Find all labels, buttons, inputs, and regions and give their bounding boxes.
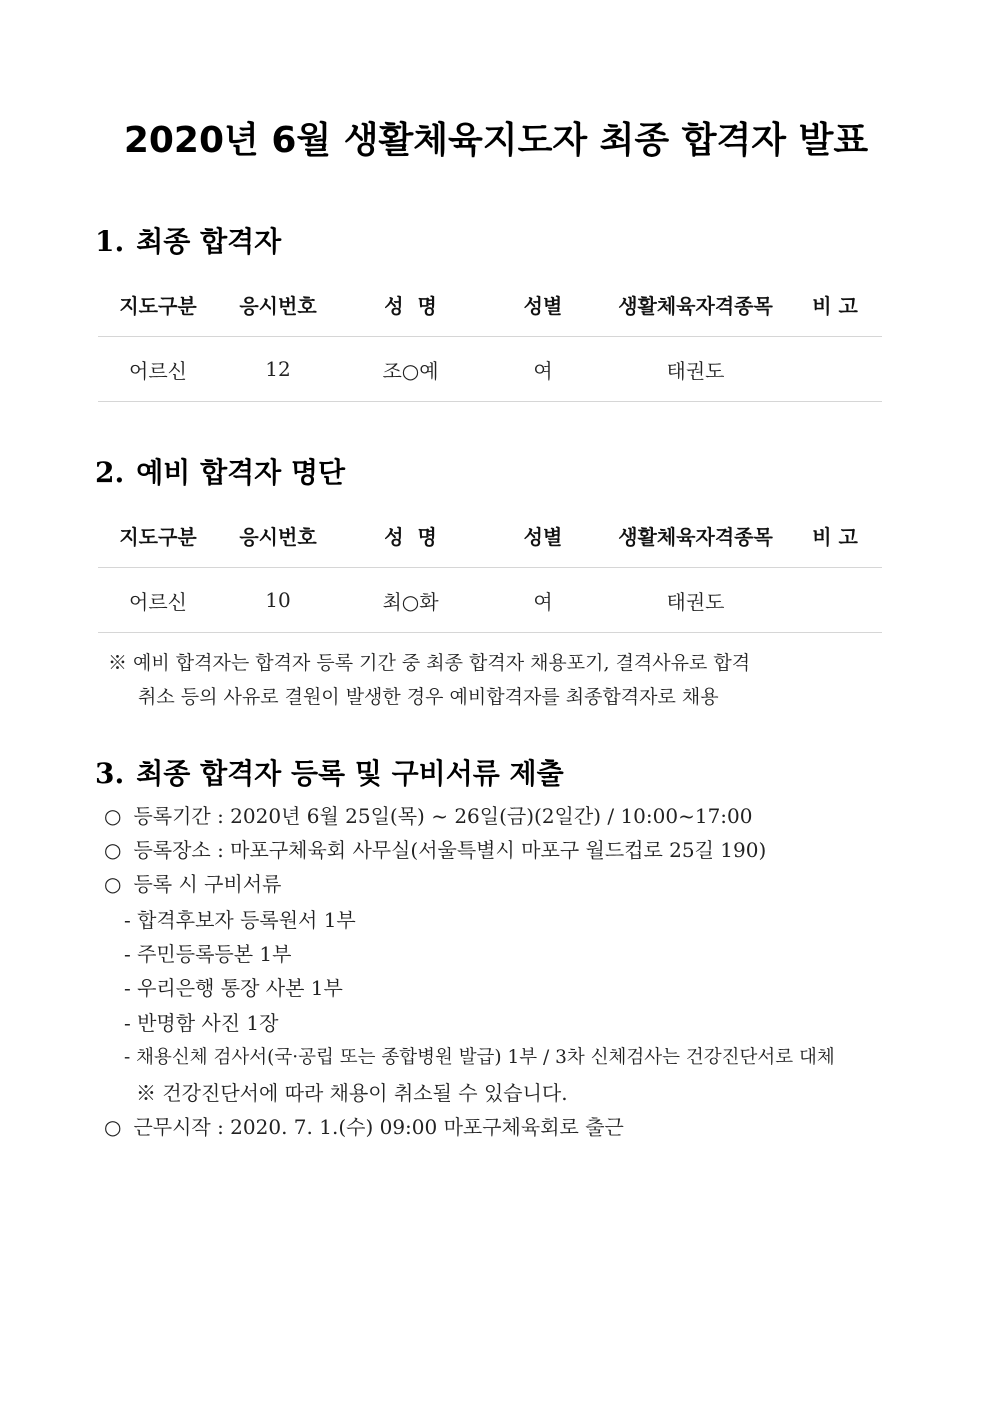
col-header-exam-number: 응시번호: [218, 272, 338, 337]
cell-gender: 여: [483, 568, 603, 633]
col-header-gender: 성별: [483, 272, 603, 337]
reserve-passers-table: [98, 503, 882, 633]
table-header-row: [98, 503, 882, 568]
final-passers-table: [98, 272, 882, 402]
cell-category: 어르신: [98, 337, 218, 402]
registration-place-text: 등록장소 : 마포구체육회 사무실(서울특별시 마포구 월드컵로 25길 190): [133, 838, 767, 862]
work-start: [104, 1111, 964, 1140]
cell-name: 최○화: [338, 568, 483, 633]
col-header-remarks: 비 고: [788, 272, 882, 337]
cell-remarks: [788, 337, 882, 402]
section1-number: 1.: [95, 225, 125, 258]
cell-remarks: [788, 568, 882, 633]
col-header-sport: 생활체육자격종목: [603, 503, 788, 568]
doc-item: - 채용신체 검사서(국·공립 또는 종합병원 발급) 1부 / 3차 신체검사는 건강진단서로 대체: [124, 1047, 835, 1068]
cell-exam-number: 12: [218, 337, 338, 402]
required-docs-label: [104, 868, 964, 897]
table-row: [98, 568, 882, 633]
section2-number: 2.: [95, 456, 125, 489]
cell-sport: 태권도: [603, 337, 788, 402]
col-header-gender: 성별: [483, 503, 603, 568]
doc-item: - 주민등록등본 1부: [124, 942, 292, 966]
registration-period: [104, 800, 964, 829]
circle-bullet-icon: ○: [104, 1115, 122, 1139]
cell-sport: 태권도: [603, 568, 788, 633]
registration-period-text: 등록기간 : 2020년 6월 25일(목) ~ 26일(금)(2일간) / 10:00~17:00: [133, 804, 753, 828]
doc-item: - 합격후보자 등록원서 1부: [124, 908, 356, 932]
section1-heading: [95, 220, 281, 260]
work-start-text: 근무시작 : 2020. 7. 1.(수) 09:00 마포구체육회로 출근: [133, 1115, 624, 1139]
section2-heading: [95, 451, 345, 491]
col-header-name: 성 명: [338, 503, 483, 568]
col-header-name: 성 명: [338, 272, 483, 337]
section3-title: 최종 합격자 등록 및 구비서류 제출: [136, 757, 564, 790]
reserve-note-line1: ※ 예비 합격자는 합격자 등록 기간 중 최종 합격자 채용포기, 결격사유로 합격: [108, 652, 751, 674]
circle-bullet-icon: ○: [104, 804, 122, 828]
registration-place: [104, 834, 964, 863]
cell-gender: 여: [483, 337, 603, 402]
section3-heading: [95, 752, 564, 792]
reserve-note: [108, 646, 908, 714]
docs-note: ※ 건강진단서에 따라 채용이 취소될 수 있습니다.: [136, 1081, 568, 1105]
circle-bullet-icon: ○: [104, 838, 122, 862]
cell-name: 조○예: [338, 337, 483, 402]
table-header-row: [98, 272, 882, 337]
col-header-category: 지도구분: [98, 272, 218, 337]
section1-title: 최종 합격자: [136, 225, 282, 258]
required-docs-label-text: 등록 시 구비서류: [133, 872, 282, 896]
section3-number: 3.: [95, 757, 125, 790]
col-header-category: 지도구분: [98, 503, 218, 568]
circle-bullet-icon: ○: [104, 872, 122, 896]
cell-category: 어르신: [98, 568, 218, 633]
col-header-exam-number: 응시번호: [218, 503, 338, 568]
cell-exam-number: 10: [218, 568, 338, 633]
doc-item: - 반명함 사진 1장: [124, 1011, 279, 1035]
section2-title: 예비 합격자 명단: [136, 456, 346, 489]
col-header-sport: 생활체육자격종목: [603, 272, 788, 337]
table-row: [98, 337, 882, 402]
doc-item: - 우리은행 통장 사본 1부: [124, 976, 343, 1000]
page-title: 2020년 6월 생활체육지도자 최종 합격자 발표: [123, 120, 869, 161]
col-header-remarks: 비 고: [788, 503, 882, 568]
reserve-note-line2: 취소 등의 사유로 결원이 발생한 경우 예비합격자를 최종합격자로 채용: [138, 686, 719, 708]
